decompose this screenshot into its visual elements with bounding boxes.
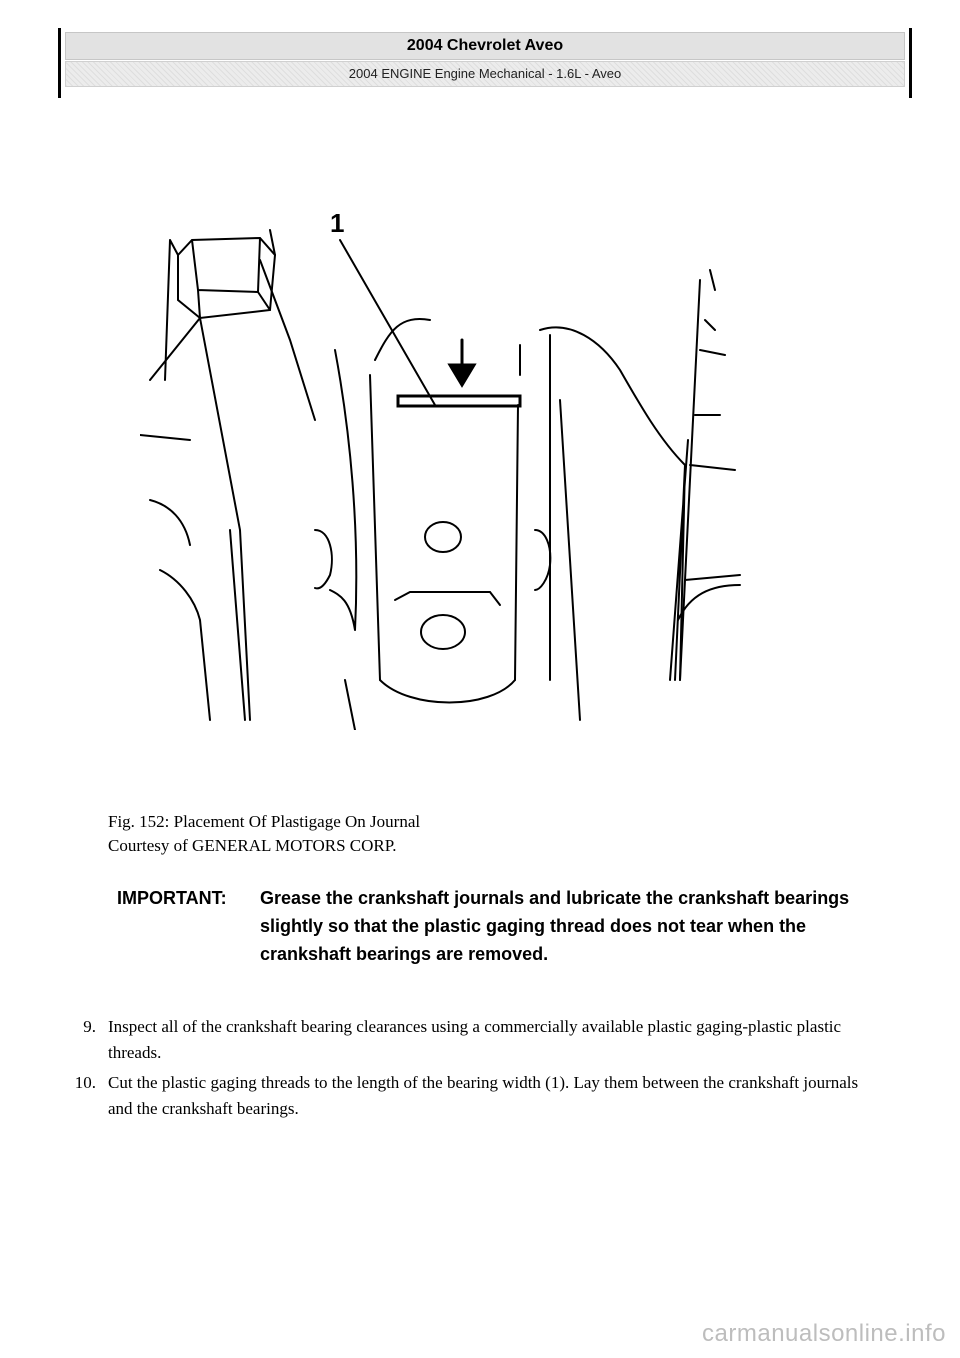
plastigage-illustration (140, 200, 760, 730)
step-number: 10. (74, 1073, 96, 1092)
upper-bolt-hole (425, 522, 461, 552)
callout-leader (340, 240, 435, 405)
page-header (58, 28, 912, 98)
step-item (60, 1014, 880, 1066)
right-counterweight (540, 327, 688, 680)
figure-caption (108, 810, 420, 858)
watermark: carmanualsonline.info (702, 1320, 946, 1347)
important-label: IMPORTANT: (117, 888, 227, 908)
important-text: Grease the crankshaft journals and lubricate the crankshaft bearings slightly so that the plastic gaging thread does not tear when the crankshaft bearings are removed. (260, 888, 850, 964)
hex-bolt (178, 238, 275, 318)
step-number: 9. (83, 1017, 96, 1036)
step-text: Cut the plastic gaging threads to the length of the bearing width (1). Lay them between the crankshaft journals and the crankshaft bearings. (108, 1073, 859, 1118)
caption-credit: Courtesy of GENERAL MOTORS CORP. (108, 836, 397, 855)
procedure-steps (60, 1014, 880, 1126)
header-subtitle: 2004 ENGINE Engine Mechanical - 1.6L - Aveo (65, 61, 905, 87)
lower-bolt-hole (421, 615, 465, 649)
plastigage-strip (398, 396, 520, 406)
step-text: Inspect all of the crankshaft bearing clearances using a commercially available plastic gaging-plastic plastic threads. (108, 1017, 842, 1062)
callout-number: 1 (330, 208, 345, 238)
header-title: 2004 Chevrolet Aveo (65, 32, 905, 60)
caption-title: Fig. 152: Placement Of Plastigage On Journal (108, 812, 421, 831)
placement-arrow (450, 340, 474, 385)
step-item (60, 1070, 880, 1122)
bearing-cap (370, 319, 520, 680)
